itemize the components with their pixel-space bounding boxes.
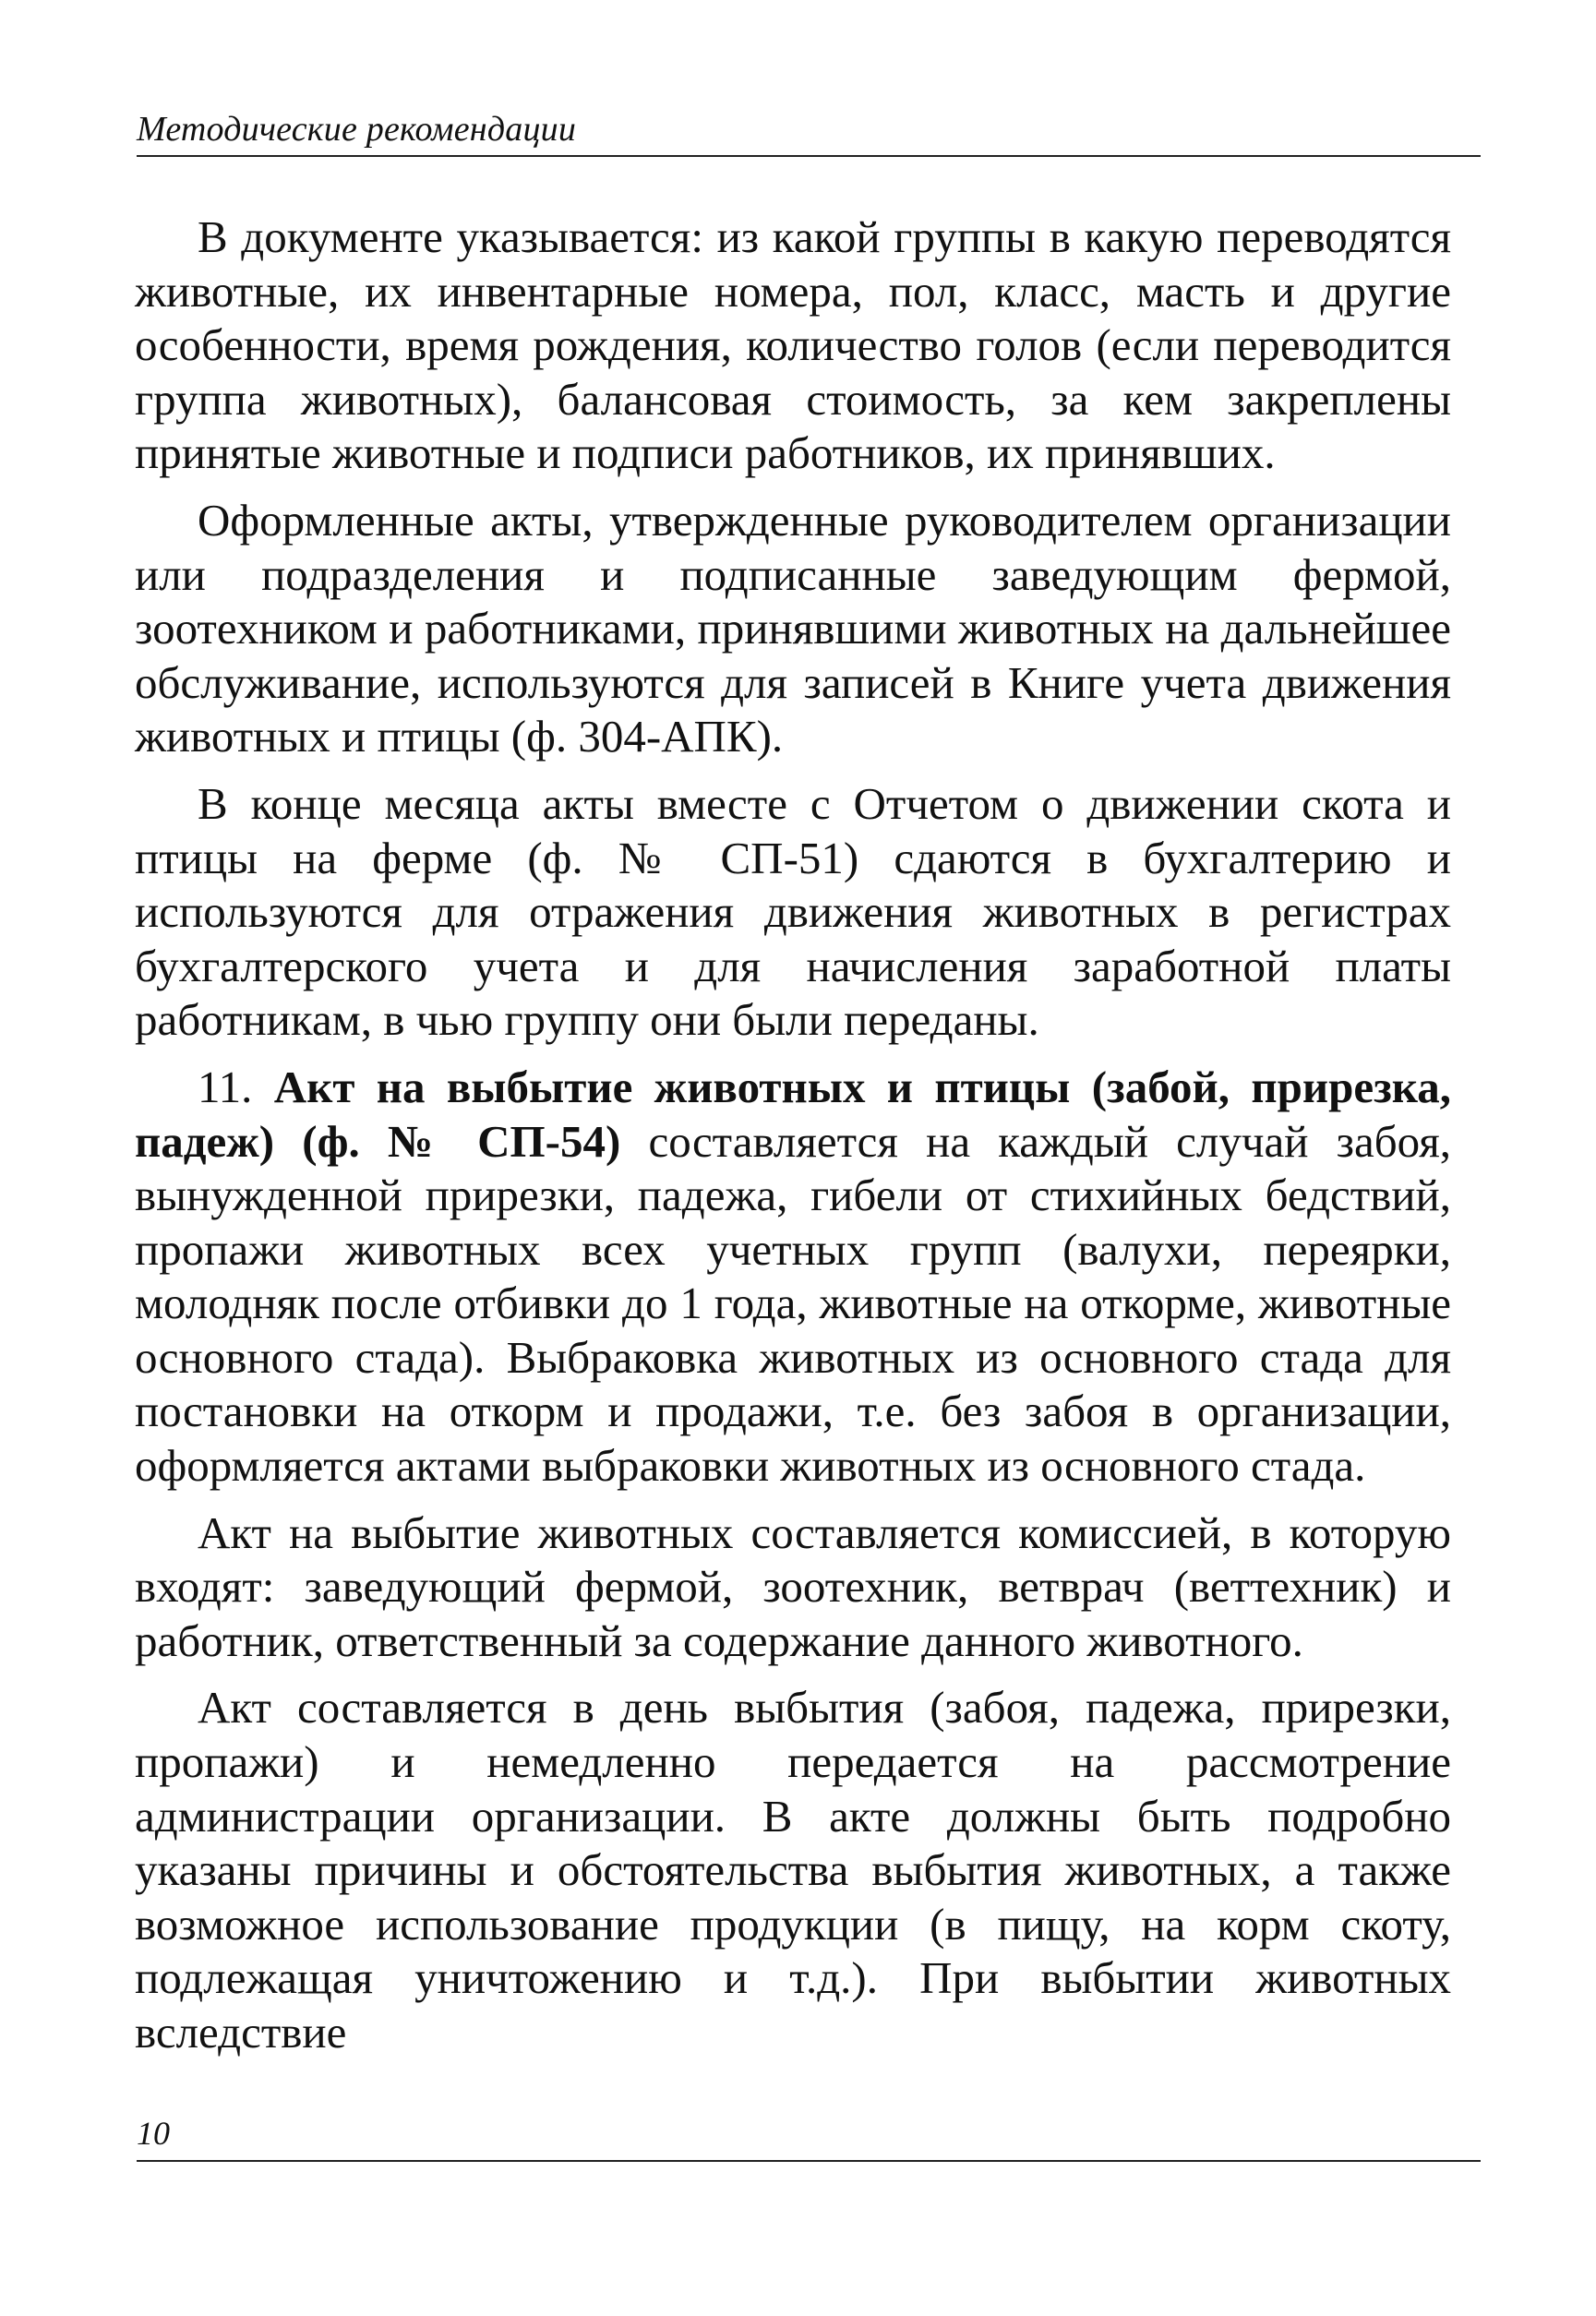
paragraph-commission: Акт на выбытие животных составляется комиссией, в которую входят: заведующий фермой, зоотехник, ветврач (веттехник) и работник, ответственный за содержание данного животного. [135,1506,1451,1666]
paragraph-transfer-document: В документе указывается: из какой группы в какую переводятся животные, их инвентарные номера, пол, класс, масть и другие особенности, время рождения, количество голов (если переводится группа животных), балансовая стоимость, за кем закреплены принятые животные и подписи работников, их принявших. [135,211,1451,479]
paragraph-act-day: Акт составляется в день выбытия (забоя, падежа, прирезки, пропажи) и немедленно передается на рассмотрение администрации организации. В акте должны быть подробно указаны причины и обстоятельства выбытия животных, а также возможное использование продукции (в пищу, на корм скоту, подлежащая уничтожению и т.д.). При выбытии животных вследствие [135,1682,1451,2058]
page-number: 10 [137,2115,170,2152]
page-body [135,210,1451,2073]
paragraph-month-end: В конце месяца акты вместе с Отчетом о движении скота и птицы на ферме (ф. № СП-51) сдаются в бухгалтерию и используются для отражения движения животных в регистрах бухгалтерского учета и для начисления заработной платы работникам, в чью группу они были переданы. [135,777,1451,1046]
item-bold-title: Акт на выбытие животных и птицы (забой, прирезка, падеж) (ф. № СП-54) [135,1061,1452,1167]
paragraph-item-11 [135,1061,1451,1494]
item-text: составляется на каждый случай забоя, вынужденной прирезки, падежа, гибели от стихийных бедствий, пропажи животных всех учетных групп (валухи, переярки, молодняк после отбивки до 1 года, животные на откорме, животные основного стада). Выбраковка животных из основного стада для постановки на откорм и продажи, т.е. без забоя в организации, оформляется актами выбраковки животных из основного стада. [135,1115,1451,1492]
running-header: Методические рекомендации [137,110,577,149]
header-divider [137,155,1481,157]
item-number: 11. [198,1061,253,1112]
paragraph-executed-acts: Оформленные акты, утвержденные руководителем организации или подразделения и подписанные заведующим фермой, зоотехником и работниками, принявшими животных на дальнейшее обслуживание, используются для записей в Книге учета движения животных и птицы (ф. 304-АПК). [135,494,1451,762]
footer-divider [137,2160,1481,2162]
